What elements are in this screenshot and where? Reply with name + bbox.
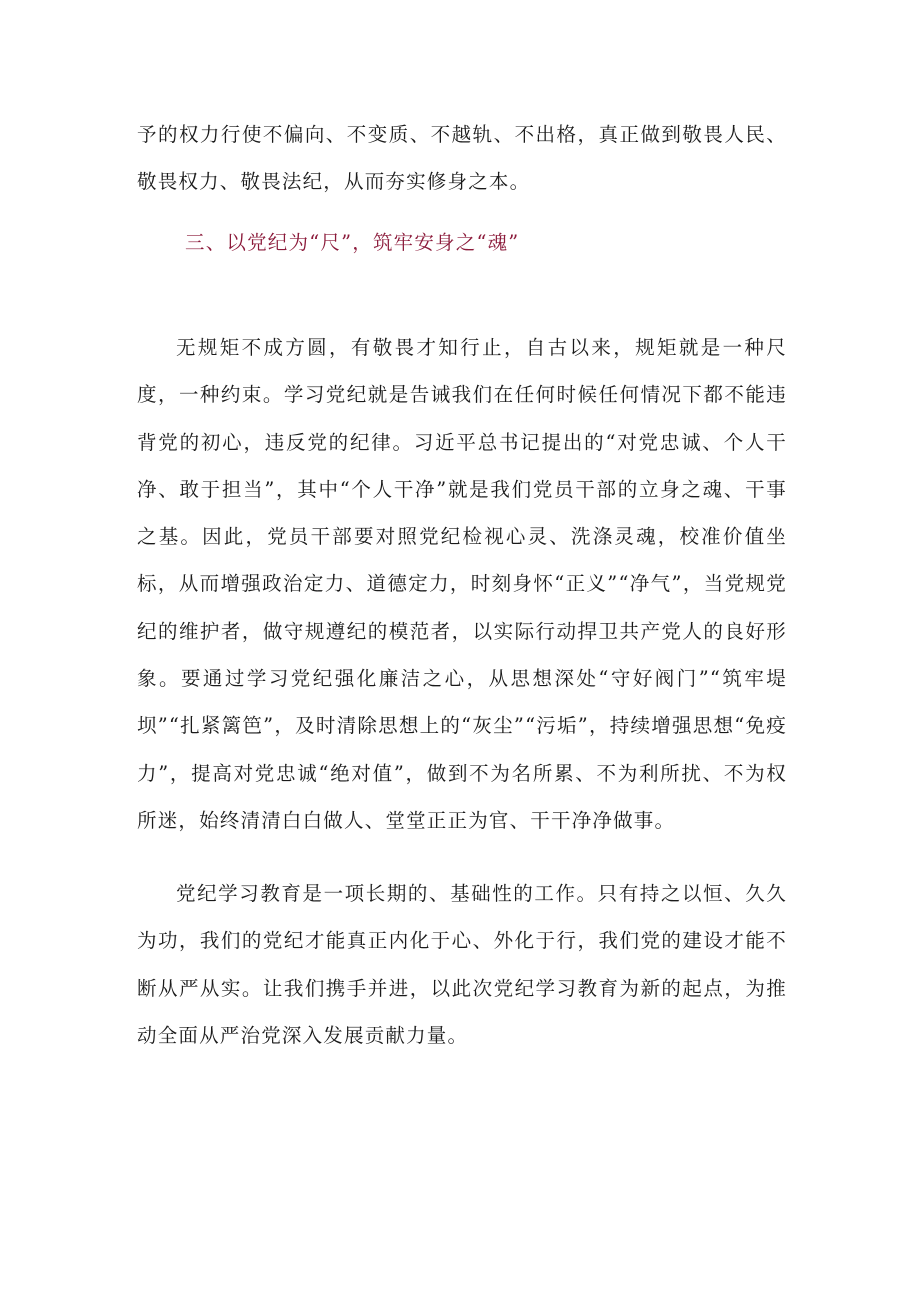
- paragraph-continuation: 予的权力行使不偏向、不变质、不越轨、不出格，真正做到敬畏人民、敬畏权力、敬畏法纪，从而夯实修身之本。: [137, 123, 787, 194]
- paragraph-conclusion: 党纪学习教育是一项长期的、基础性的工作。只有持之以恒、久久为功，我们的党纪才能真正内化于心、外化于行，我们党的建设才能不断从严从实。让我们携手并进，以此次党纪学习教育为新的起点，为推动全面从严治党深入发展贡献力量。: [137, 882, 787, 1047]
- paragraph-body: 无规矩不成方圆，有敬畏才知行止，自古以来，规矩就是一种尺度，一种约束。学习党纪就是告诫我们在任何时候任何情况下都不能违背党的初心，违反党的纪律。习近平总书记提出的“对党忠诚、个人干净、敢于担当”，其中“个人干净”就是我们党员干部的立身之魂、干事之基。因此，党员干部要对照党纪检视心灵、洗涤灵魂，校准价值坐标，从而增强政治定力、道德定力，时刻身怀“正义”“净气”，当党规党纪的维护者，做守规遵纪的模范者，以实际行动捍卫共产党人的良好形象。要通过学习党纪强化廉洁之心，从思想深处“守好阀门”“筑牢堤坝”“扎紧篱笆”，及时清除思想上的“灰尘”“污垢”，持续增强思想“免疫力”，提高对党忠诚“绝对值”，做到不为名所累、不为利所扰、不为权所迷，始终清清白白做人、堂堂正正为官、干干净净做事。: [137, 336, 787, 832]
- section-heading: 三、以党纪为“尺”，筑牢安身之“魂”: [185, 231, 520, 254]
